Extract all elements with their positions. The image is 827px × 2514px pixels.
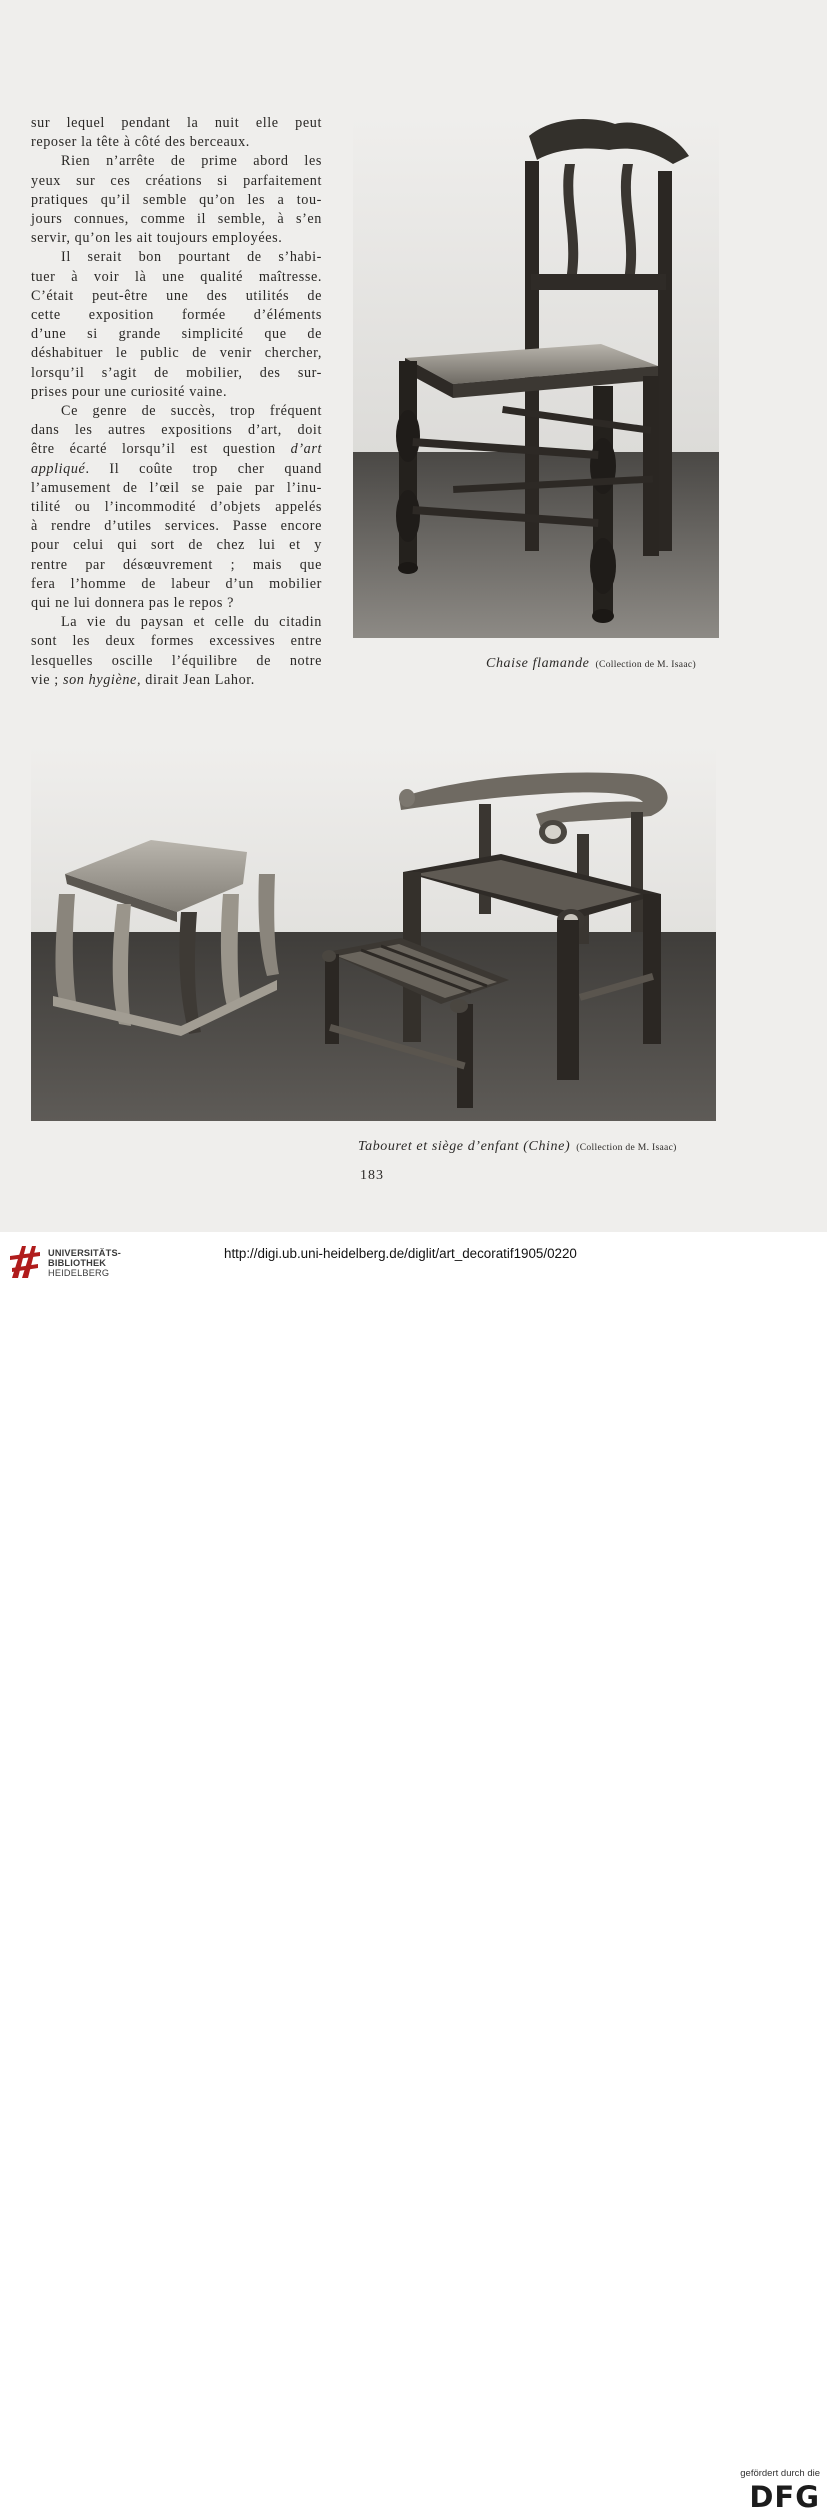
stool-and-child-seat-photograph	[31, 744, 716, 1121]
caption-title: Chaise flamande	[486, 656, 590, 671]
text-line: Il serait bon pourtant de s’habi-	[61, 249, 322, 266]
text-line: pratiques qu’il semble qu’on les a tou-	[31, 191, 322, 208]
university-name	[48, 1248, 121, 1278]
text-line: sont les deux formes excessives entre	[31, 633, 322, 650]
caption-title: Tabouret et siège d’enfant (Chine)	[358, 1139, 571, 1154]
text-line: Ce genre de succès, trop fréquent	[61, 403, 322, 420]
text-line: pour celui qui sort de chez lui et y	[31, 537, 322, 554]
text-line: rentre par désœuvrement ; mais que	[31, 556, 322, 573]
text-line: reposer la tête à côté des berceaux.	[31, 134, 250, 151]
text-line: déshabituer le public de venir chercher,	[31, 345, 322, 362]
text-line: C’était peut-être une des utilités de	[31, 287, 322, 304]
text-line: yeux sur ces créations si parfaitement	[31, 172, 322, 189]
text-line: servir, qu’on les ait toujours employées.	[31, 230, 283, 247]
text-line: qui ne lui donnera pas le repos ?	[31, 595, 234, 612]
university-library-logo-icon	[8, 1238, 44, 1284]
text-line: cette exposition formée d’éléments	[31, 307, 322, 324]
text-line: fera l’homme de labeur d’un mobilier	[31, 575, 322, 592]
dfg-logo: DFG	[749, 2480, 820, 2514]
text-fragment: vie ;	[31, 671, 59, 688]
text-line: lesquelles oscille l’équilibre de notre	[31, 652, 322, 669]
funding-label: gefördert durch die	[740, 2468, 820, 2479]
text-line: lorsqu’il s’agit de mobilier, des sur-	[31, 364, 322, 381]
italic-fragment: appliqué	[31, 460, 86, 477]
text-line	[31, 460, 322, 479]
italic-fragment: son hygiène	[62, 671, 137, 688]
viewer-footer	[0, 1232, 827, 2514]
caption-collection: (Collection de M. Isaac)	[576, 1142, 677, 1153]
chair-photograph	[353, 116, 719, 638]
text-line: l’amusement de l’œil se paie par l’inu-	[31, 479, 322, 496]
university-line: UNIVERSITÄTS-	[48, 1248, 122, 1258]
permalink-url[interactable]: http://digi.ub.uni-heidelberg.de/diglit/art_decoratif1905/0220	[224, 1246, 577, 1261]
text-fragment: être écarté lorsqu’il est question	[31, 441, 276, 458]
text-line	[31, 440, 322, 459]
body-text-column	[31, 114, 322, 690]
text-line: Rien n’arrête de prime abord les	[61, 153, 322, 170]
text-line: La vie du paysan et celle du citadin	[61, 614, 322, 631]
text-line: jours connues, comme il semble, à s’en	[31, 211, 322, 228]
stool-caption	[358, 1137, 677, 1155]
text-line: tuer à voir là une qualité maîtresse.	[31, 268, 322, 285]
page-number: 183	[360, 1168, 384, 1183]
text-line	[31, 671, 322, 690]
text-line: sur lequel pendant la nuit elle peut	[31, 115, 322, 131]
text-line: d’une si grande simplicité que de	[31, 326, 322, 343]
caption-collection: (Collection de M. Isaac)	[595, 659, 696, 670]
university-line: BIBLIOTHEK	[48, 1258, 107, 1268]
text-line: à rendre d’utiles services. Passe encore	[31, 518, 322, 535]
text-line: prises pour une curiosité vaine.	[31, 383, 228, 400]
university-line: HEIDELBERG	[48, 1268, 110, 1278]
text-fragment: . Il coûte trop cher quand	[85, 460, 322, 477]
scanned-page	[0, 0, 827, 1232]
text-line: dans les autres expositions d’art, doit	[31, 422, 322, 439]
italic-fragment: d’art	[290, 441, 322, 458]
dfg-funding	[736, 2468, 820, 2513]
text-fragment: , dirait Jean Lahor.	[136, 671, 255, 688]
chair-caption	[486, 654, 696, 672]
text-line: tilité ou l’incommodité d’objets appelés	[31, 499, 322, 516]
